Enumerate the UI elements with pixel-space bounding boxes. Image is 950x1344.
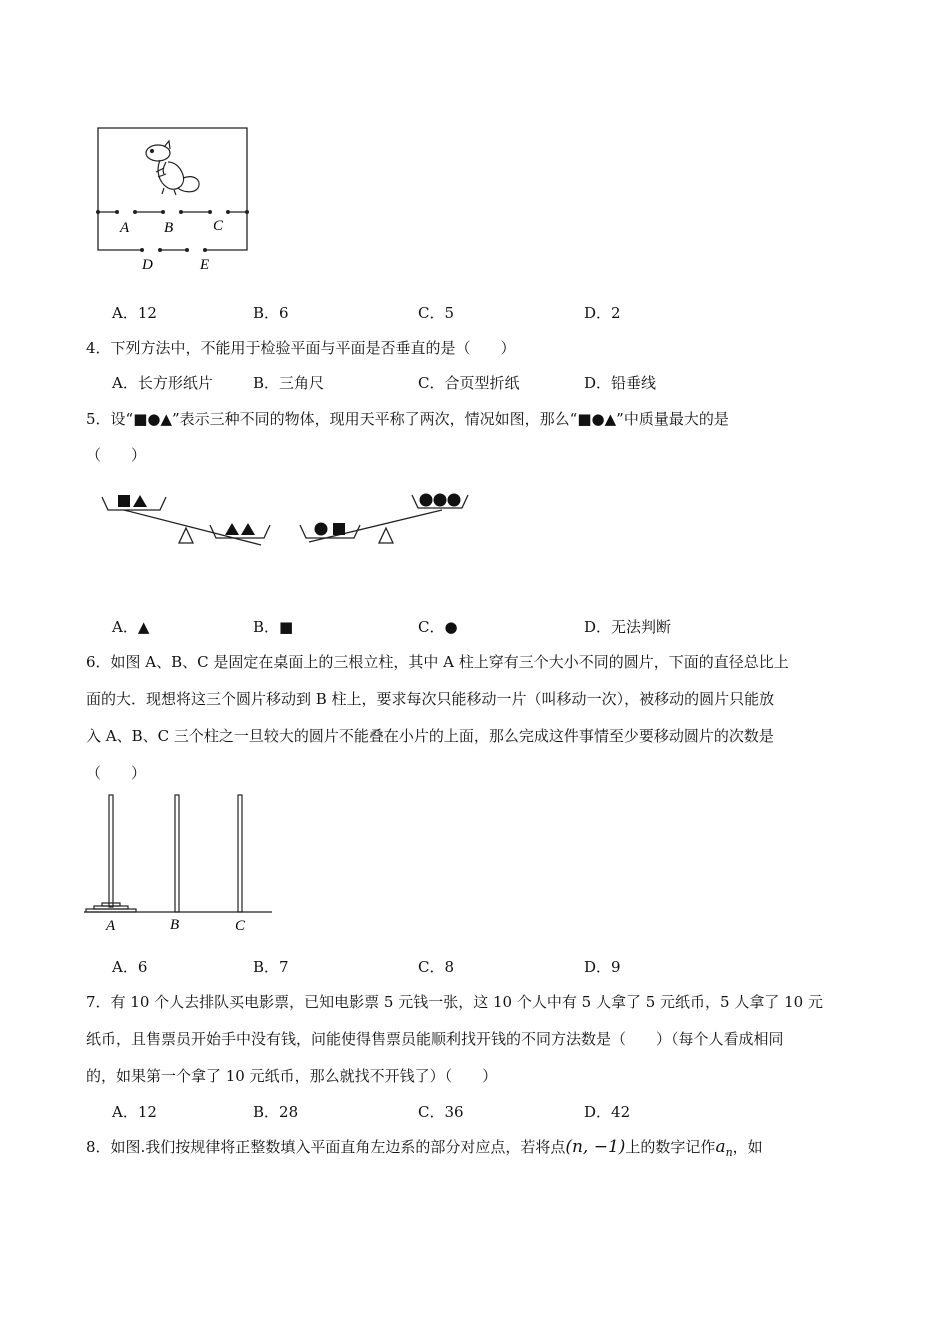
q6-option-c: C．8	[418, 958, 455, 976]
q6-stem-line3: 入 A、B、C 三个柱之一旦较大的圆片不能叠在小片的上面，那么完成这件事情至少要移动圆片的次数是	[86, 727, 774, 745]
q6-option-a: A．6	[112, 958, 148, 976]
q7-stem-line2: 纸币，且售票员开始手中没有钱，问能使得售票员能顺利找开钱的不同方法数是（ ）（每个人看成相同	[86, 1030, 784, 1048]
q8-seq-sub: n	[725, 1146, 733, 1159]
label-A: A	[120, 220, 130, 236]
q7-stem-line1: 7．有 10 个人去排队买电影票，已知电影票 5 元钱一张，这 10 个人中有 5 人拿了 5 元纸币，5 人拿了 10 元	[86, 993, 823, 1011]
q6-option-d: D．9	[584, 958, 621, 976]
q6-stem-line1: 6．如图 A、B、C 是固定在桌面上的三根立柱，其中 A 柱上穿有三个大小不同的圆片，下面的直径总比上	[86, 653, 789, 671]
q7-option-b: B．28	[253, 1103, 299, 1121]
squirrel-icon	[146, 141, 199, 195]
q5-balance-figure	[96, 485, 476, 565]
q6-stem-line4: （ ）	[86, 764, 147, 782]
q4-option-d: D．铅垂线	[584, 374, 657, 392]
q5-option-d: D．无法判断	[584, 618, 672, 636]
q4-option-b: B．三角尺	[253, 374, 325, 392]
q5-stem-line1: 5．设“■●▲”表示三种不同的物体，现用天平称了两次，情况如图，那么“■●▲”中质量最大的是	[86, 410, 729, 428]
q3-option-a: A．12	[112, 304, 157, 322]
q4-stem: 4．下列方法中，不能用于检验平面与平面是否垂直的是（ ）	[86, 339, 516, 357]
q4-option-c: C．合页型折纸	[418, 374, 520, 392]
q5-option-a: A．▲	[112, 618, 150, 636]
q8-point: (n, −1)	[565, 1137, 626, 1157]
q8-stem-pre: 8．如图.我们按规律将正整数填入平面直角左边系的部分对应点，若将点	[86, 1138, 566, 1156]
peg-label-A: A	[106, 918, 116, 934]
q8-stem-mid: 上的数字记作	[625, 1138, 716, 1156]
q3-option-c: C．5	[418, 304, 455, 322]
label-D: D	[142, 257, 153, 273]
q5-stem-line2: （ ）	[86, 446, 147, 464]
peg-label-C: C	[235, 918, 246, 934]
label-E: E	[200, 257, 210, 273]
q8-stem-post: ，如	[732, 1138, 763, 1156]
q3-option-b: B．6	[253, 304, 289, 322]
q5-option-b: B．■	[253, 618, 294, 636]
label-C: C	[213, 218, 224, 234]
label-B: B	[164, 220, 174, 236]
q5-option-c: C．●	[418, 618, 458, 636]
q4-option-a: A．长方形纸片	[112, 374, 213, 392]
q6-pegs-figure	[84, 790, 274, 940]
q7-option-c: C．36	[418, 1103, 464, 1121]
q7-stem-line3: 的，如果第一个拿了 10 元纸币，那么就找不开钱了）（ ）	[86, 1067, 498, 1085]
q6-stem-line2: 面的大．现想将这三个圆片移动到 B 柱上，要求每次只能移动一片（叫移动一次），被移动的圆片只能放	[86, 690, 775, 708]
q8-stem	[86, 1137, 763, 1163]
q6-option-b: B．7	[253, 958, 289, 976]
peg-label-B: B	[170, 917, 180, 933]
q7-option-a: A．12	[112, 1103, 157, 1121]
q8-seq-var: a	[715, 1137, 726, 1157]
q3-option-d: D．2	[584, 304, 621, 322]
q3-figure	[90, 120, 260, 280]
q7-option-d: D．42	[584, 1103, 631, 1121]
